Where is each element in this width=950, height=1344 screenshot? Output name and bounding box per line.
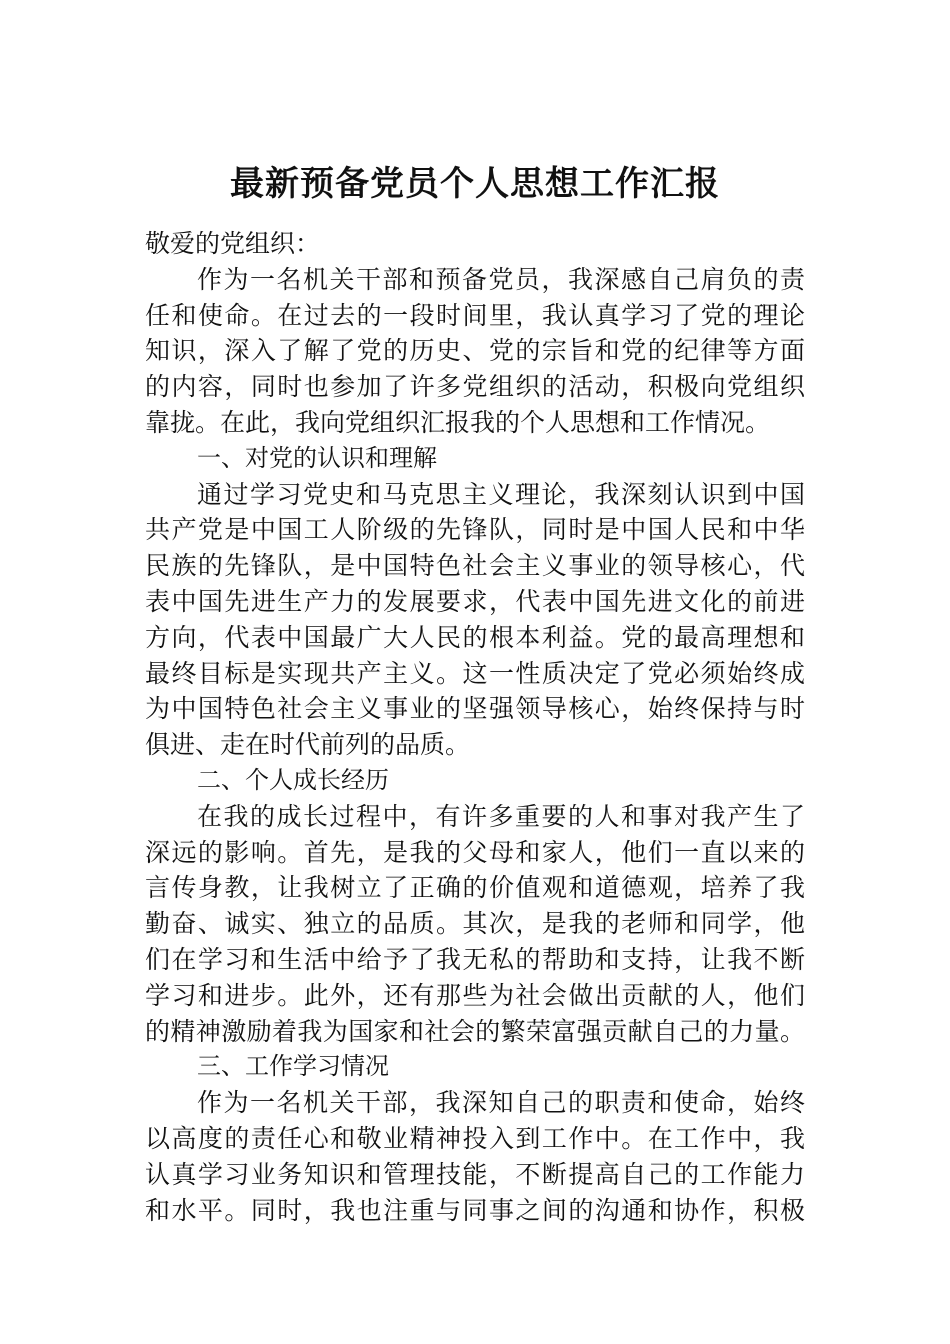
paragraph-line: 方向，代表中国最广大人民的根本利益。党的最高理想和 xyxy=(145,622,805,652)
paragraph-line: 和水平。同时，我也注重与同事之间的沟通和协作，积极 xyxy=(145,1195,805,1225)
paragraph-line: 共产党是中国工人阶级的先锋队，同时是中国人民和中华 xyxy=(145,515,805,545)
paragraph-line: 认真学习业务知识和管理技能，不断提高自己的工作能力 xyxy=(145,1159,805,1189)
paragraph-line: 最终目标是实现共产主义。这一性质决定了党必须始终成 xyxy=(145,658,805,688)
paragraph-line: 俱进、走在时代前列的品质。 xyxy=(145,730,471,760)
paragraph-line: 知识，深入了解了党的历史、党的宗旨和党的纪律等方面 xyxy=(145,336,805,366)
paragraph-line: 作为一名机关干部和预备党员，我深感自己肩负的责 xyxy=(197,264,805,294)
paragraph-line: 的内容，同时也参加了许多党组织的活动，积极向党组织 xyxy=(145,372,805,402)
document-title: 最新预备党员个人思想工作汇报 xyxy=(230,164,720,204)
paragraph-line: 们在学习和生活中给予了我无私的帮助和支持，让我不断 xyxy=(145,944,805,974)
document-body xyxy=(145,226,805,1228)
paragraph-line: 言传身教，让我树立了正确的价值观和道德观，培养了我 xyxy=(145,873,805,903)
salutation: 敬爱的党组织： xyxy=(145,229,321,258)
section-heading: 三、工作学习情况 xyxy=(197,1052,389,1081)
paragraph-line: 勤奋、诚实、独立的品质。其次，是我的老师和同学，他 xyxy=(145,909,805,939)
paragraph-line: 以高度的责任心和敬业精神投入到工作中。在工作中，我 xyxy=(145,1123,805,1153)
paragraph-line: 民族的先锋队，是中国特色社会主义事业的领导核心，代 xyxy=(145,551,805,581)
section-heading: 二、个人成长经历 xyxy=(197,765,389,794)
paragraph-line: 任和使命。在过去的一段时间里，我认真学习了党的理论 xyxy=(145,300,805,330)
paragraph-line: 靠拢。在此，我向党组织汇报我的个人思想和工作情况。 xyxy=(145,407,771,437)
paragraph-line: 作为一名机关干部，我深知自己的职责和使命，始终 xyxy=(197,1088,805,1118)
paragraph-line: 的精神激励着我为国家和社会的繁荣富强贡献自己的力量。 xyxy=(145,1016,805,1046)
section-heading: 一、对党的认识和理解 xyxy=(197,443,437,472)
paragraph-line: 为中国特色社会主义事业的坚强领导核心，始终保持与时 xyxy=(145,694,805,724)
paragraph-line: 通过学习党史和马克思主义理论，我深刻认识到中国 xyxy=(197,479,805,509)
paragraph-line: 学习和进步。此外，还有那些为社会做出贡献的人，他们 xyxy=(145,980,805,1010)
paragraph-line: 深远的影响。首先，是我的父母和家人，他们一直以来的 xyxy=(145,837,805,867)
paragraph-line: 表中国先进生产力的发展要求，代表中国先进文化的前进 xyxy=(145,586,805,616)
paragraph-line: 在我的成长过程中，有许多重要的人和事对我产生了 xyxy=(197,801,805,831)
